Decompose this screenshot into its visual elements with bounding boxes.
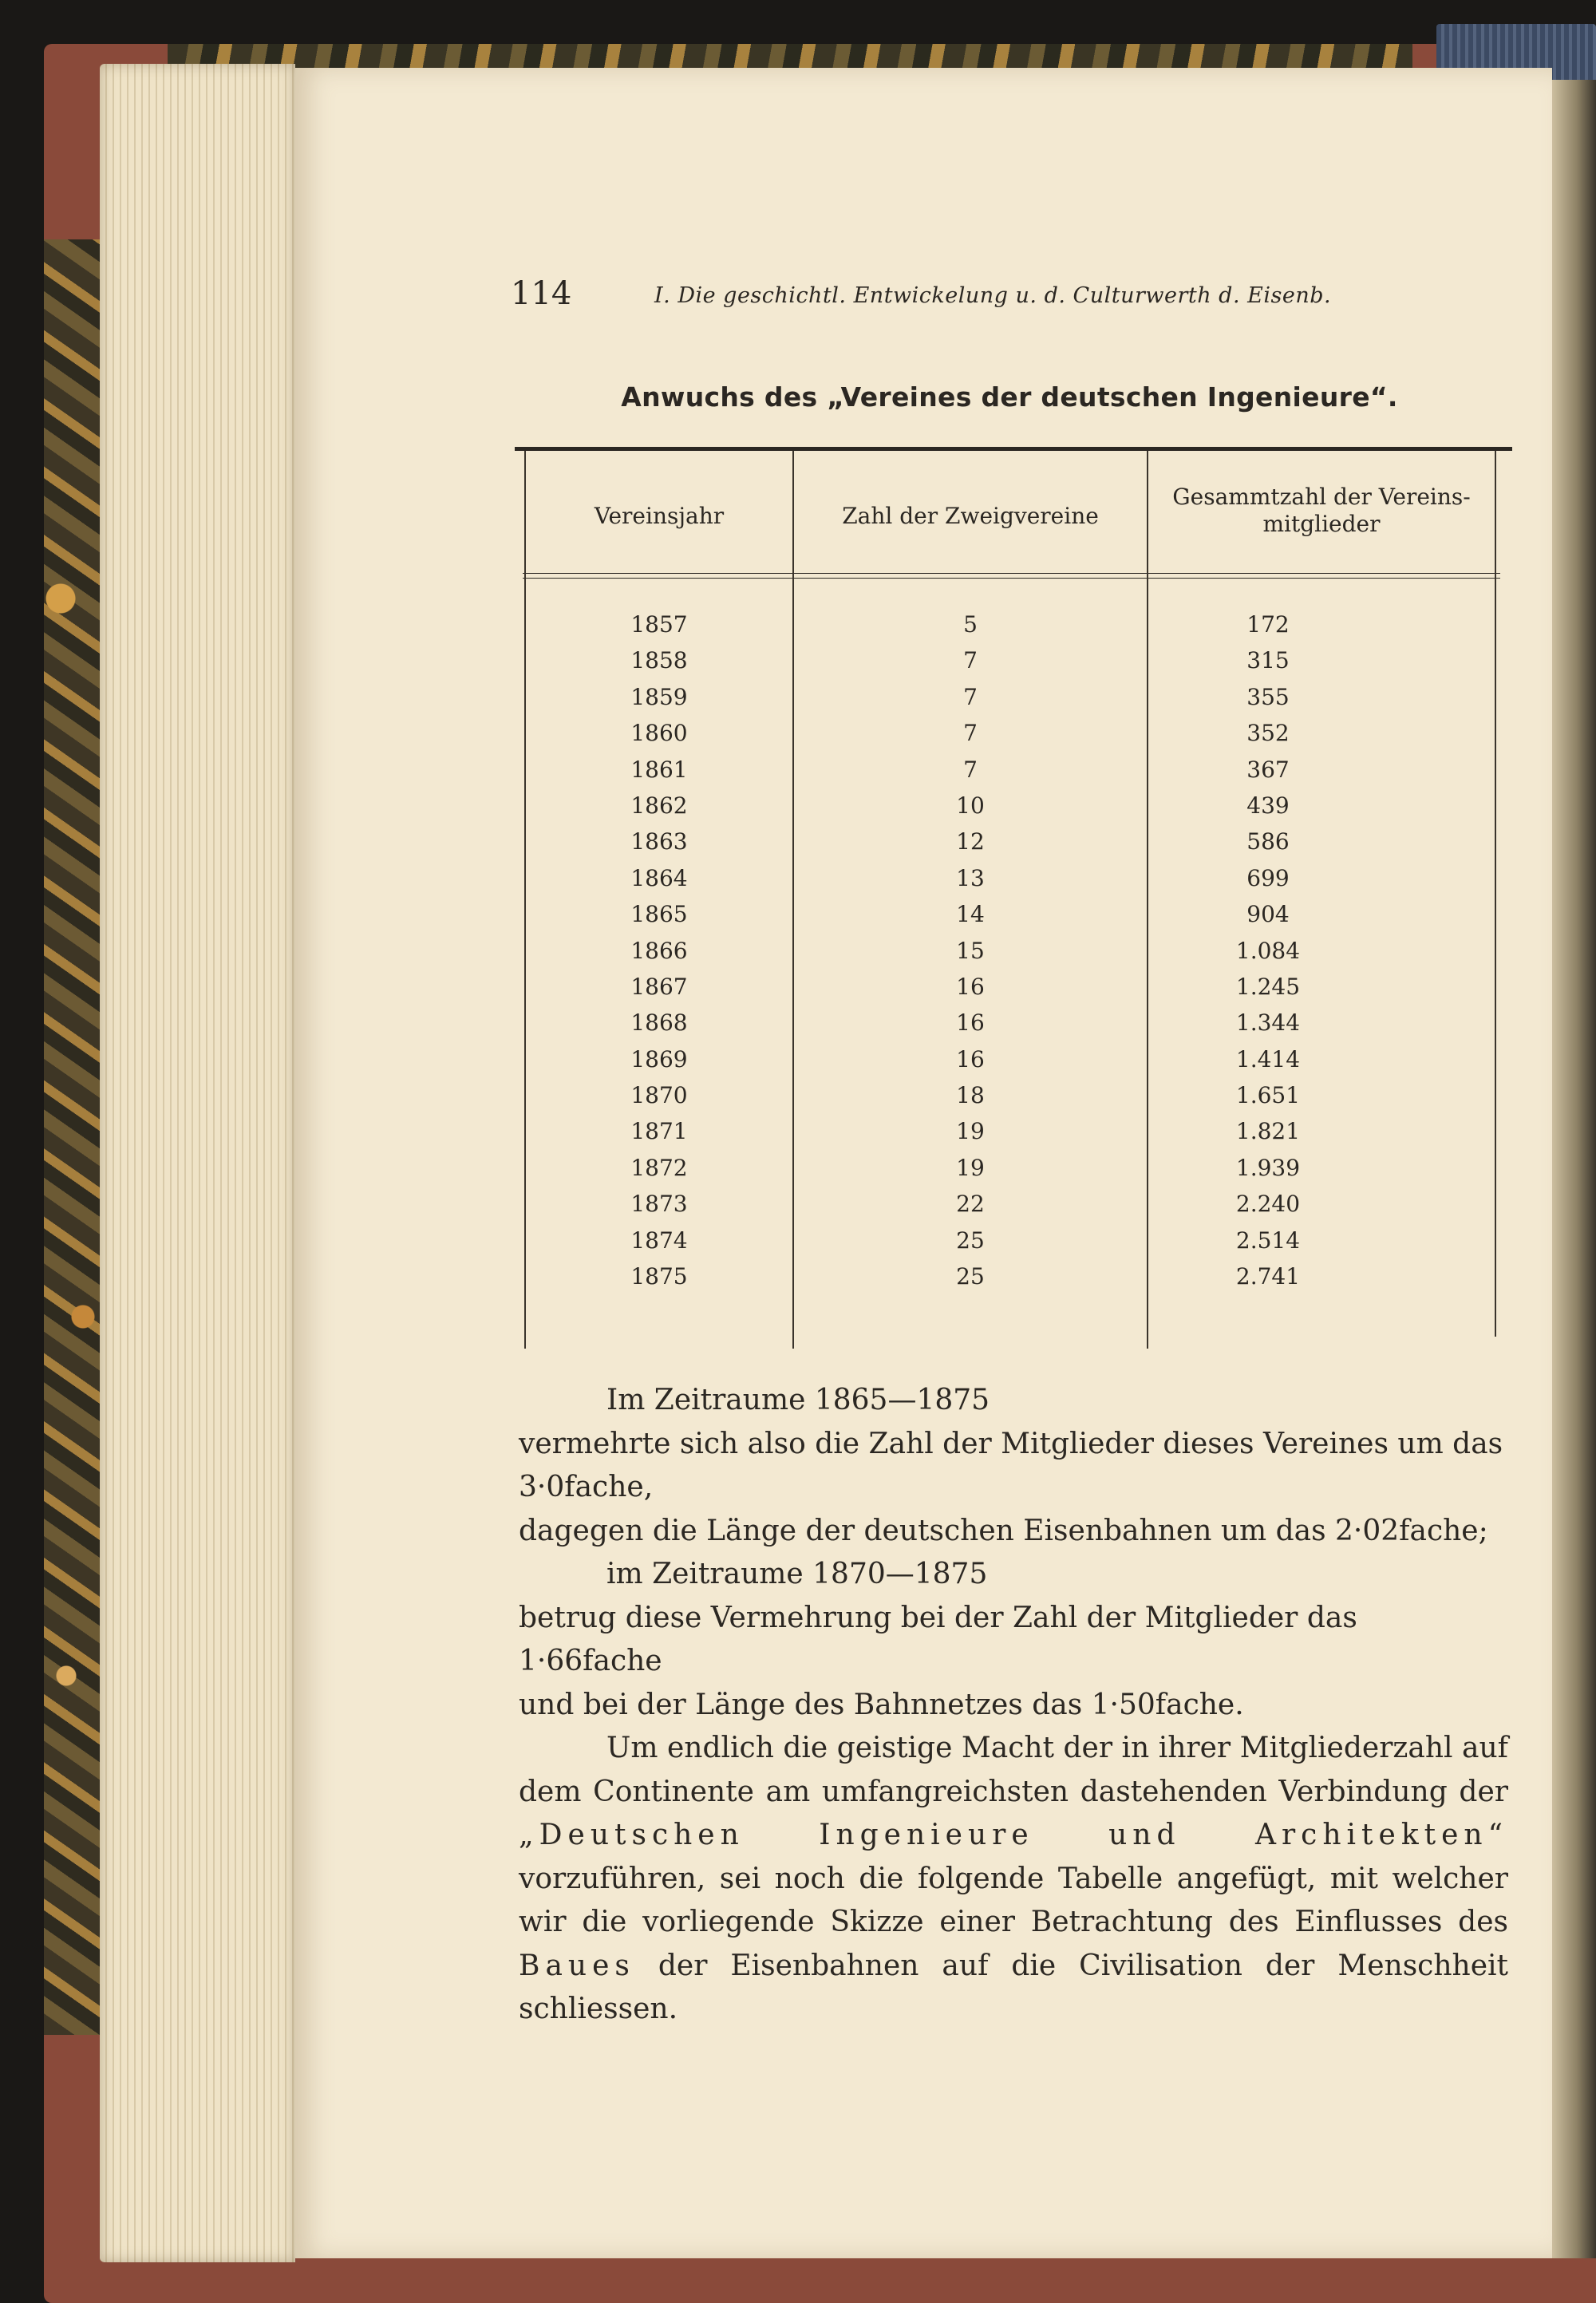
cell-members: 699 bbox=[1246, 864, 1290, 891]
cell-members: 586 bbox=[1246, 828, 1290, 855]
cell-year: 1868 bbox=[630, 1009, 688, 1037]
cell-branches: 16 bbox=[956, 1009, 985, 1037]
column-header-year: Vereinsjahr bbox=[594, 503, 725, 529]
cell-branches: 18 bbox=[956, 1082, 985, 1109]
cell-year: 1860 bbox=[630, 720, 688, 747]
cell-year: 1873 bbox=[630, 1191, 688, 1218]
cell-members: 1.344 bbox=[1235, 1009, 1301, 1037]
table-title: Anwuchs des „Vereines der deutschen Ingenieure“. bbox=[621, 381, 1398, 413]
cell-year: 1875 bbox=[630, 1263, 688, 1290]
cell-year: 1870 bbox=[630, 1082, 688, 1109]
text-line: Im Zeitraume 1865—1875 bbox=[606, 1384, 990, 1416]
cell-branches: 16 bbox=[956, 1045, 985, 1072]
text-line: im Zeitraume 1870—1875 bbox=[606, 1558, 988, 1590]
text-line: und bei der Länge des Bahnnetzes das 1·50fache. bbox=[519, 1688, 1244, 1721]
cell-year: 1874 bbox=[630, 1227, 688, 1254]
book-gutter bbox=[1548, 80, 1596, 2258]
cell-branches: 16 bbox=[956, 973, 985, 1000]
cell-branches: 25 bbox=[956, 1263, 985, 1290]
cell-members: 2.514 bbox=[1235, 1227, 1301, 1254]
marbled-board bbox=[44, 239, 100, 2035]
cell-branches: 7 bbox=[963, 720, 978, 747]
paragraph bbox=[519, 1727, 1508, 2032]
membership-table bbox=[515, 447, 1512, 1349]
cell-members: 1.939 bbox=[1235, 1154, 1301, 1181]
text-line: vermehrte sich also die Zahl der Mitglieder dieses Vereines um das 3·0fache, bbox=[519, 1427, 1503, 1503]
column-header-members: Gesammtzahl der Vereins- mitglieder bbox=[1172, 484, 1471, 537]
cell-members: 1.084 bbox=[1235, 937, 1301, 964]
cell-branches: 10 bbox=[956, 792, 985, 819]
cell-year: 1858 bbox=[630, 647, 688, 674]
table-top-rule bbox=[515, 447, 1512, 451]
cell-members: 1.651 bbox=[1235, 1082, 1301, 1109]
running-head: I. Die geschichtl. Entwickelung u. d. Culturwerth d. Eisenb. bbox=[654, 283, 1332, 308]
cell-branches: 19 bbox=[956, 1118, 985, 1145]
cell-members: 315 bbox=[1246, 647, 1290, 674]
cell-members: 352 bbox=[1246, 720, 1290, 747]
column-header-branches: Zahl der Zweigvereine bbox=[842, 503, 1099, 529]
cell-branches: 7 bbox=[963, 756, 978, 783]
cell-branches: 7 bbox=[963, 647, 978, 674]
cell-members: 904 bbox=[1246, 901, 1290, 928]
column-members bbox=[1148, 606, 1388, 1294]
cell-branches: 12 bbox=[956, 828, 985, 855]
cell-year: 1869 bbox=[630, 1045, 688, 1072]
body-text bbox=[519, 1379, 1508, 2032]
cell-members: 367 bbox=[1246, 756, 1290, 783]
cell-year: 1864 bbox=[630, 864, 688, 891]
text-line: dagegen die Länge der deutschen Eisenbahnen um das 2·02fache; bbox=[519, 1514, 1488, 1547]
paragraph-spaced-text: „Deutschen Ingenieure und Architekten“ bbox=[519, 1819, 1508, 1851]
cell-members: 439 bbox=[1246, 792, 1290, 819]
cell-branches: 19 bbox=[956, 1154, 985, 1181]
cell-members: 2.741 bbox=[1235, 1263, 1301, 1290]
column-branches bbox=[794, 606, 1147, 1294]
text-line: betrug diese Vermehrung bei der Zahl der Mitglieder das 1·66fache bbox=[519, 1601, 1357, 1677]
cell-branches: 25 bbox=[956, 1227, 985, 1254]
cell-branches: 22 bbox=[956, 1191, 985, 1218]
paragraph-text: Um endlich die geistige Macht der in ihrer Mitgliederzahl auf dem Continente am umfangreichsten dastehenden Verbindung der bbox=[519, 1732, 1508, 1808]
cell-branches: 5 bbox=[963, 611, 978, 638]
cell-year: 1859 bbox=[630, 683, 688, 710]
cell-members: 355 bbox=[1246, 683, 1290, 710]
cell-year: 1866 bbox=[630, 937, 688, 964]
paragraph-spaced-text: Baues bbox=[519, 1949, 635, 1982]
cell-year: 1867 bbox=[630, 973, 688, 1000]
cell-year: 1857 bbox=[630, 611, 688, 638]
cell-year: 1871 bbox=[630, 1118, 688, 1145]
paragraph-text: vorzuführen, sei noch die folgende Tabelle angefügt, mit welcher wir die vorliegende Skizze einer Betrachtung des Einflusses des bbox=[519, 1862, 1508, 1938]
cell-members: 1.245 bbox=[1235, 973, 1301, 1000]
cell-branches: 13 bbox=[956, 864, 985, 891]
cell-branches: 14 bbox=[956, 901, 985, 928]
cell-branches: 7 bbox=[963, 683, 978, 710]
page-number: 114 bbox=[511, 275, 572, 312]
cell-members: 2.240 bbox=[1235, 1191, 1301, 1218]
cell-branches: 15 bbox=[956, 937, 985, 964]
paragraph-text: der Eisenbahnen auf die Civilisation der Menschheit schliessen. bbox=[519, 1949, 1508, 2025]
cell-members: 1.414 bbox=[1235, 1045, 1301, 1072]
cell-year: 1865 bbox=[630, 901, 688, 928]
table-header-rule bbox=[523, 573, 1500, 579]
table-right-border bbox=[1495, 451, 1496, 1337]
cell-year: 1862 bbox=[630, 792, 688, 819]
cell-year: 1872 bbox=[630, 1154, 688, 1181]
cell-members: 1.821 bbox=[1235, 1118, 1301, 1145]
column-year bbox=[526, 606, 792, 1294]
cell-year: 1861 bbox=[630, 756, 688, 783]
cell-members: 172 bbox=[1246, 611, 1290, 638]
page-edges bbox=[100, 64, 295, 2262]
cell-year: 1863 bbox=[630, 828, 688, 855]
